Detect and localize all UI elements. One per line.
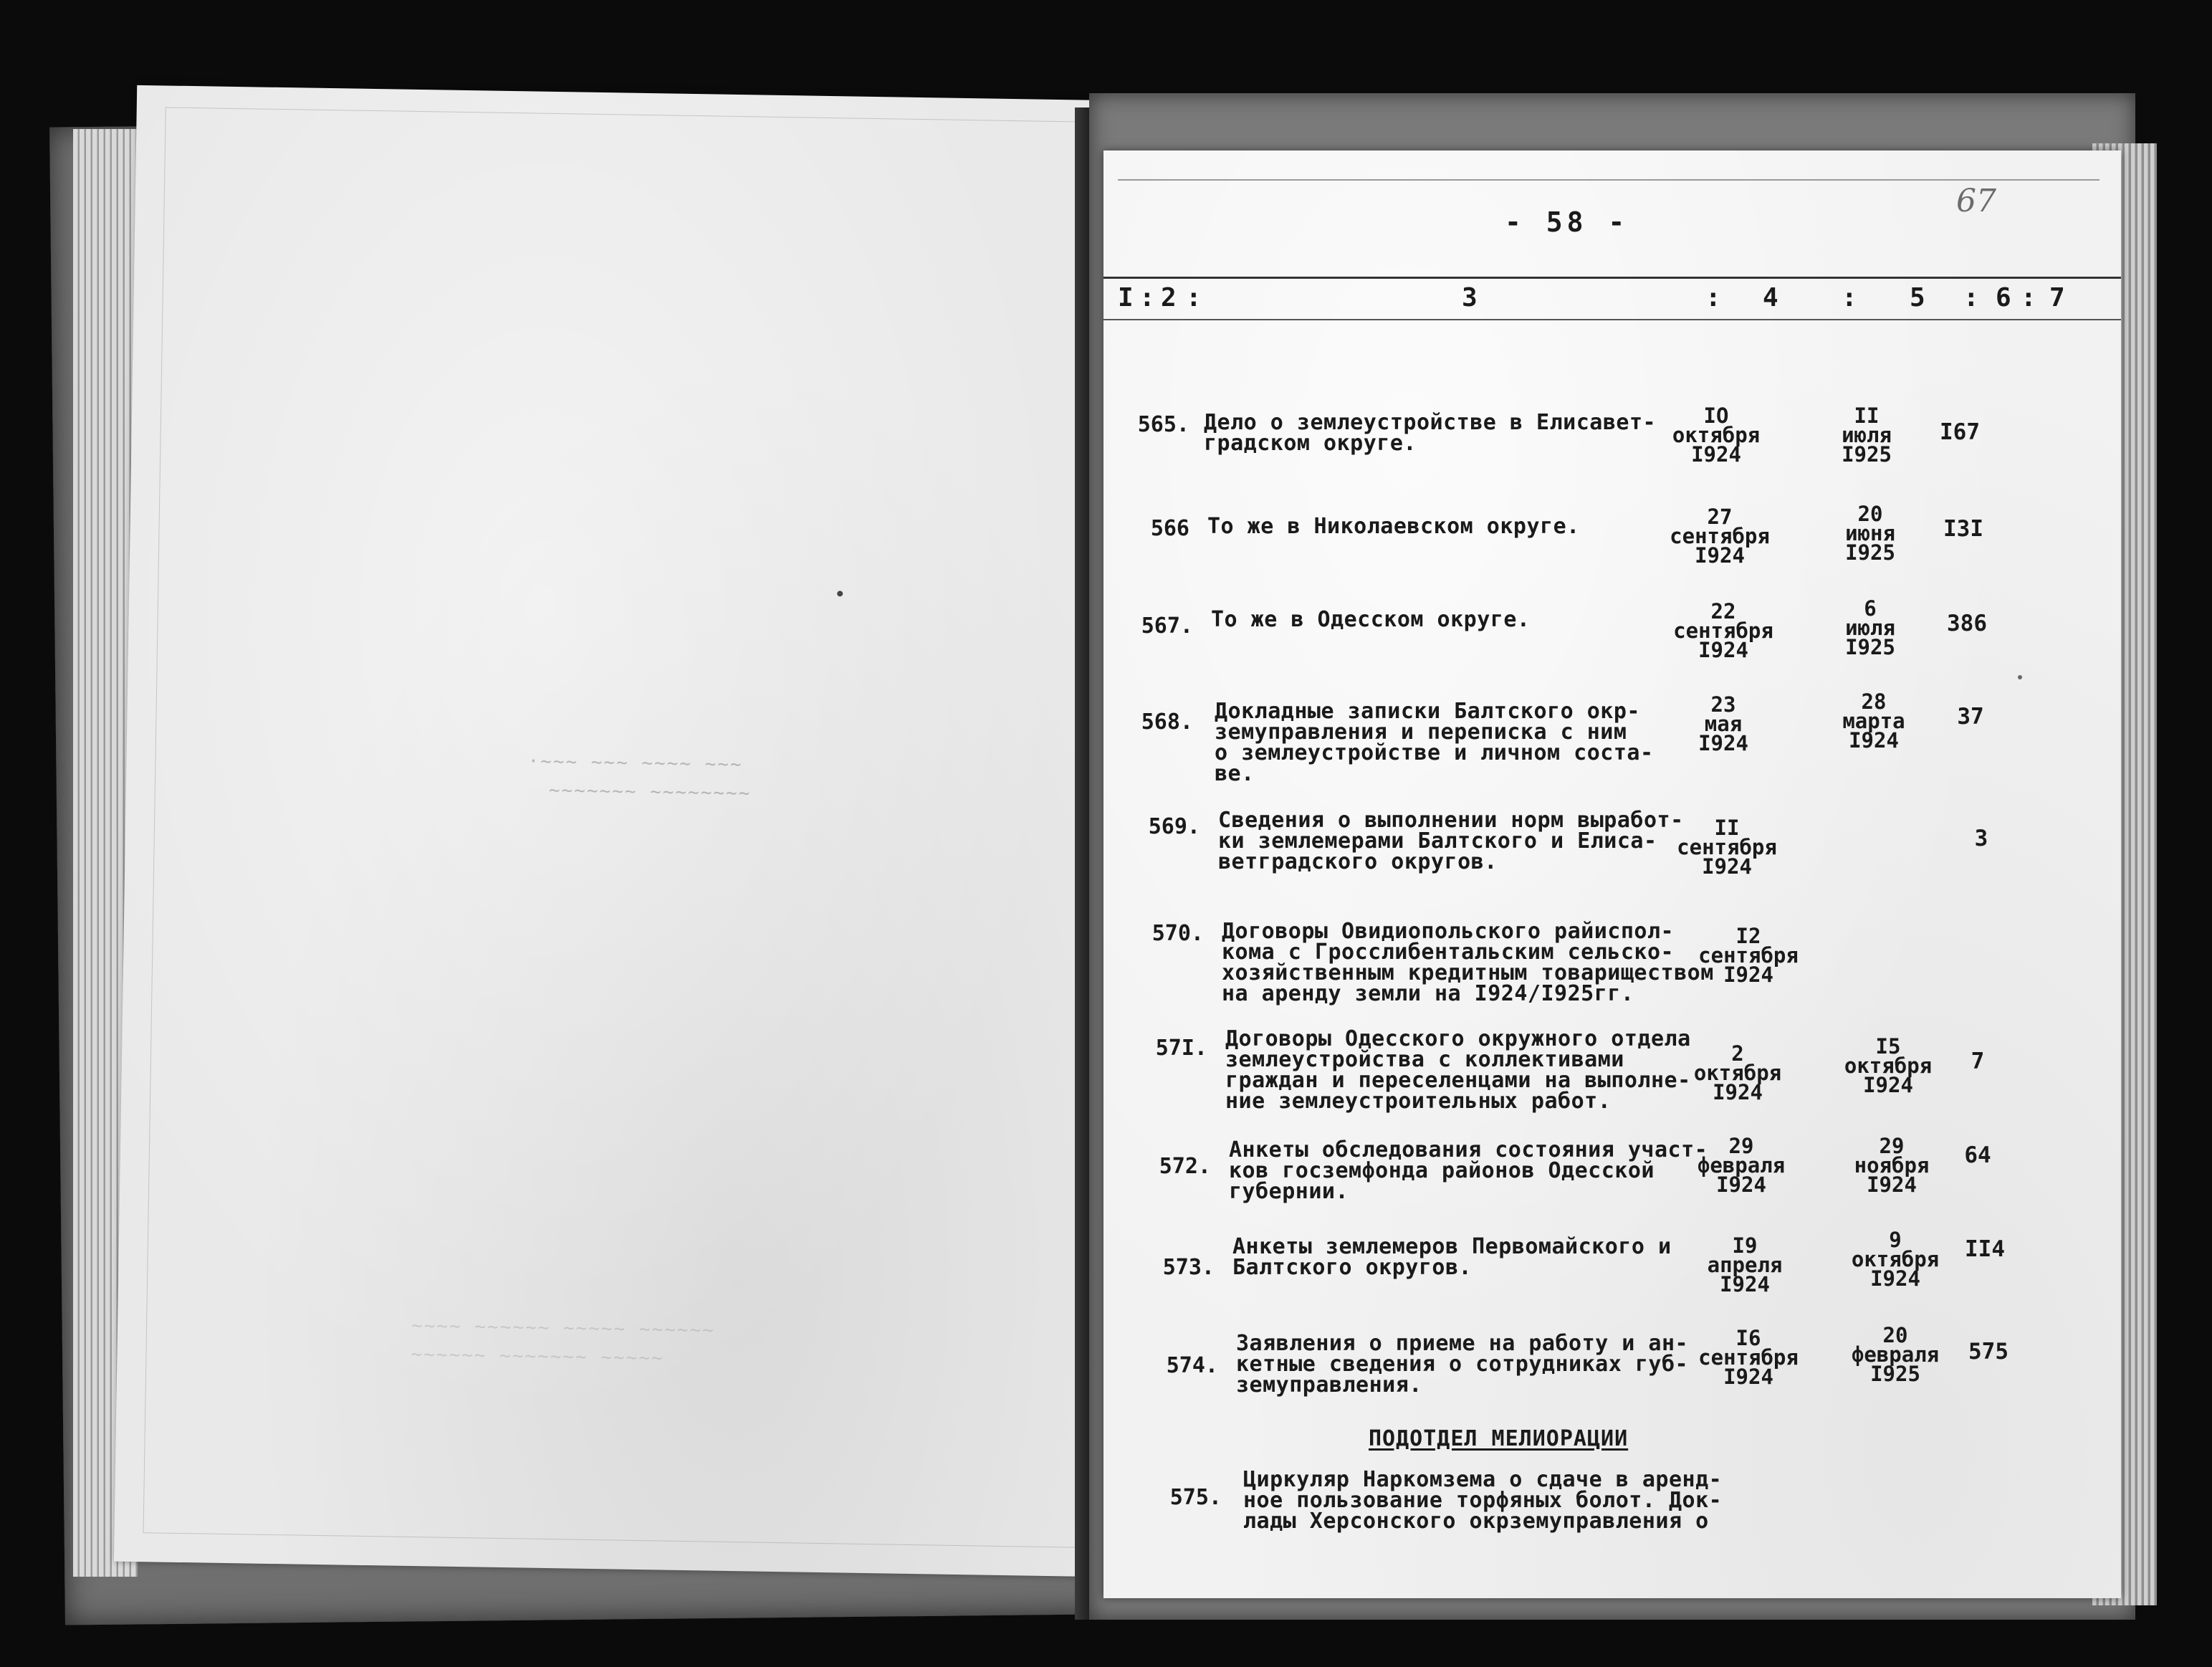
end-date — [1827, 1228, 1963, 1291]
entry-description: Договоры Овидиопольского райиспол- кома с Гросслибентальским сельско- хозяйственным кредитным товариществом на аренду земли на I924/I925гг. — [1222, 919, 1714, 1006]
column-separator: : — [1842, 283, 1857, 312]
end-date — [1820, 1034, 1956, 1097]
date-year: I924 — [1691, 442, 1741, 467]
date-year: I924 — [1723, 1365, 1773, 1389]
date-month: октября — [1693, 1061, 1782, 1085]
date-month: сентября — [1698, 1345, 1799, 1370]
date-month: октября — [1672, 423, 1761, 447]
date-month: сентября — [1670, 524, 1770, 548]
left-page — [114, 85, 1169, 1577]
sheet-count: 3 — [1974, 826, 1988, 851]
entry-number: 569. — [1148, 814, 1200, 839]
entry-description: Анкеты землемеров Первомайского и Балтского округов. — [1232, 1234, 1672, 1280]
start-date — [1677, 1233, 1813, 1296]
entry-number: 567. — [1141, 613, 1193, 639]
entry-description: Докладные записки Балтского окр- земуправления и переписка с ним о землеустройстве и личном соста- ве. — [1215, 699, 1654, 786]
entry-description: Дело о землеустройстве в Елисавет- градском округе. — [1204, 410, 1657, 456]
date-month: февраля — [1697, 1153, 1786, 1178]
end-date — [1799, 403, 1935, 467]
page-number: - 58 - — [1505, 206, 1629, 238]
end-date — [1827, 1323, 1963, 1386]
date-day: I9 — [1732, 1233, 1758, 1258]
start-date — [1655, 692, 1791, 755]
start-date — [1680, 1326, 1816, 1389]
date-day: 20 — [1857, 502, 1883, 526]
entry-number: 566 — [1150, 516, 1189, 541]
date-year: I924 — [1695, 543, 1745, 568]
column-header: 2 — [1161, 283, 1177, 312]
date-day: I6 — [1735, 1326, 1761, 1350]
end-date — [1806, 689, 1942, 753]
start-date — [1648, 403, 1784, 467]
date-year: I925 — [1842, 442, 1892, 467]
entry-description: Договоры Одесского окружного отдела землеустройства с коллективами граждан и переселенцами на выполне- ние землеустроительных работ. — [1225, 1026, 1691, 1114]
bleed-through-text: ~~~~ ~~~~~~ ~~~~~ ~~~~~~ — [411, 1315, 715, 1342]
date-day: 9 — [1889, 1228, 1902, 1252]
entry-number: 574. — [1166, 1353, 1218, 1378]
start-date — [1655, 599, 1791, 662]
start-date — [1652, 505, 1788, 568]
sheet-count: 64 — [1964, 1142, 1991, 1168]
date-year: I924 — [1863, 1073, 1913, 1097]
date-day: 29 — [1879, 1134, 1905, 1158]
date-month: марта — [1842, 709, 1905, 733]
sheet-count: I67 — [1940, 419, 1980, 445]
entry-number: 568. — [1141, 710, 1193, 735]
date-day: I5 — [1875, 1034, 1901, 1059]
end-date — [1802, 596, 1938, 659]
date-year: I924 — [1702, 854, 1752, 879]
date-year: I924 — [1698, 731, 1748, 755]
entry-description: Заявления о приеме на работу и ан- кетные сведения о сотрудниках губ- земуправления. — [1236, 1331, 1689, 1398]
column-header-row — [1103, 277, 2121, 320]
entry-number: 573. — [1162, 1255, 1215, 1280]
date-day: 28 — [1861, 689, 1887, 714]
column-header: 7 — [2049, 283, 2065, 312]
open-book — [57, 79, 2135, 1620]
sheet-count: 386 — [1947, 611, 1987, 636]
date-day: 29 — [1728, 1134, 1754, 1158]
date-month: октября — [1851, 1247, 1940, 1271]
date-day: II — [1854, 403, 1880, 428]
sheet-count: II4 — [1965, 1236, 2005, 1262]
date-month: июня — [1845, 521, 1895, 545]
entry-description: Анкеты обследования состояния участ- ков госземфонда районов Одесской губернии. — [1229, 1137, 1708, 1204]
date-day: 6 — [1864, 596, 1877, 621]
start-date — [1680, 924, 1816, 987]
start-date — [1659, 818, 1795, 877]
column-header: 3 — [1462, 283, 1478, 312]
entry-description: Циркуляр Наркомзема о сдаче в аренд- ное пользование торфяных болот. Док- лады Херсонского окрземуправления о — [1243, 1467, 1723, 1534]
sheet-count: 7 — [1971, 1049, 1985, 1074]
date-month: июля — [1845, 616, 1895, 640]
entry-number: 570. — [1152, 921, 1204, 946]
start-date — [1670, 1041, 1806, 1104]
entry-number: 57I. — [1155, 1036, 1207, 1061]
date-year: I924 — [1867, 1172, 1917, 1197]
entry-description: Сведения о выполнении норм выработ- ки землемерами Балтского и Елиса- ветградского округов. — [1218, 808, 1684, 874]
date-year: I924 — [1720, 1272, 1770, 1296]
column-separator: : — [1963, 283, 1979, 312]
bleed-through-text: ~~~~~~~ ~~~~~~~~ — [548, 779, 752, 805]
bleed-through-text: ~~~~~~ ~~~~~~~ ~~~~~ — [411, 1344, 664, 1370]
column-header: I — [1118, 283, 1134, 312]
entry-description: То же в Николаевском округе. — [1207, 514, 1580, 539]
date-month: сентября — [1673, 618, 1773, 643]
column-separator: : — [1186, 283, 1202, 312]
bleed-through-text: ·~~~ ~~~ ~~~~ ~~~ — [527, 750, 743, 776]
date-year: I924 — [1849, 728, 1899, 753]
column-separator: : — [2021, 283, 2036, 312]
entry-number: 572. — [1159, 1154, 1211, 1179]
entry-number: 565. — [1137, 412, 1189, 437]
date-year: I925 — [1845, 635, 1895, 659]
archive-sheet-number: 67 — [1956, 183, 1996, 219]
date-day: 22 — [1710, 599, 1736, 624]
date-day: 27 — [1707, 505, 1733, 529]
date-month: октября — [1844, 1054, 1933, 1078]
column-separator: : — [1705, 283, 1721, 312]
date-day: II — [1714, 816, 1740, 840]
column-separator: : — [1139, 283, 1155, 312]
page-top-rule — [1118, 159, 2100, 181]
sheet-count: 37 — [1957, 704, 1984, 730]
end-date — [1824, 1134, 1960, 1197]
right-page — [1103, 151, 2121, 1598]
date-year: I924 — [1713, 1080, 1763, 1104]
date-year: I924 — [1716, 1172, 1766, 1197]
column-header: 6 — [1996, 283, 2011, 312]
section-heading: ПОДОТДЕЛ МЕЛИОРАЦИИ — [1369, 1426, 1629, 1451]
date-month: февраля — [1851, 1342, 1940, 1367]
date-year: I925 — [1870, 1362, 1920, 1386]
date-month: ноября — [1854, 1153, 1930, 1178]
date-month: апреля — [1707, 1253, 1783, 1277]
ink-dot — [2018, 675, 2022, 679]
sheet-count: 575 — [1968, 1339, 2008, 1365]
date-month: сентября — [1698, 943, 1799, 968]
end-date — [1802, 502, 1938, 565]
column-header: 4 — [1763, 283, 1778, 312]
date-year: I924 — [1723, 963, 1773, 987]
date-year: I924 — [1698, 638, 1748, 662]
date-day: 23 — [1710, 692, 1736, 717]
date-month: мая — [1704, 712, 1743, 736]
sheet-count: I3I — [1943, 516, 1983, 542]
date-day: IO — [1703, 403, 1729, 428]
entry-number: 575. — [1169, 1485, 1222, 1510]
date-month: сентября — [1677, 835, 1777, 859]
entry-description: То же в Одесском округе. — [1211, 607, 1531, 632]
date-year: I924 — [1870, 1266, 1920, 1291]
start-date — [1673, 1134, 1809, 1197]
date-day: 20 — [1882, 1323, 1908, 1347]
date-year: I925 — [1845, 540, 1895, 565]
date-day: 2 — [1731, 1041, 1744, 1066]
date-day: I2 — [1735, 924, 1761, 948]
column-header: 5 — [1910, 283, 1925, 312]
date-month: июля — [1842, 423, 1892, 447]
